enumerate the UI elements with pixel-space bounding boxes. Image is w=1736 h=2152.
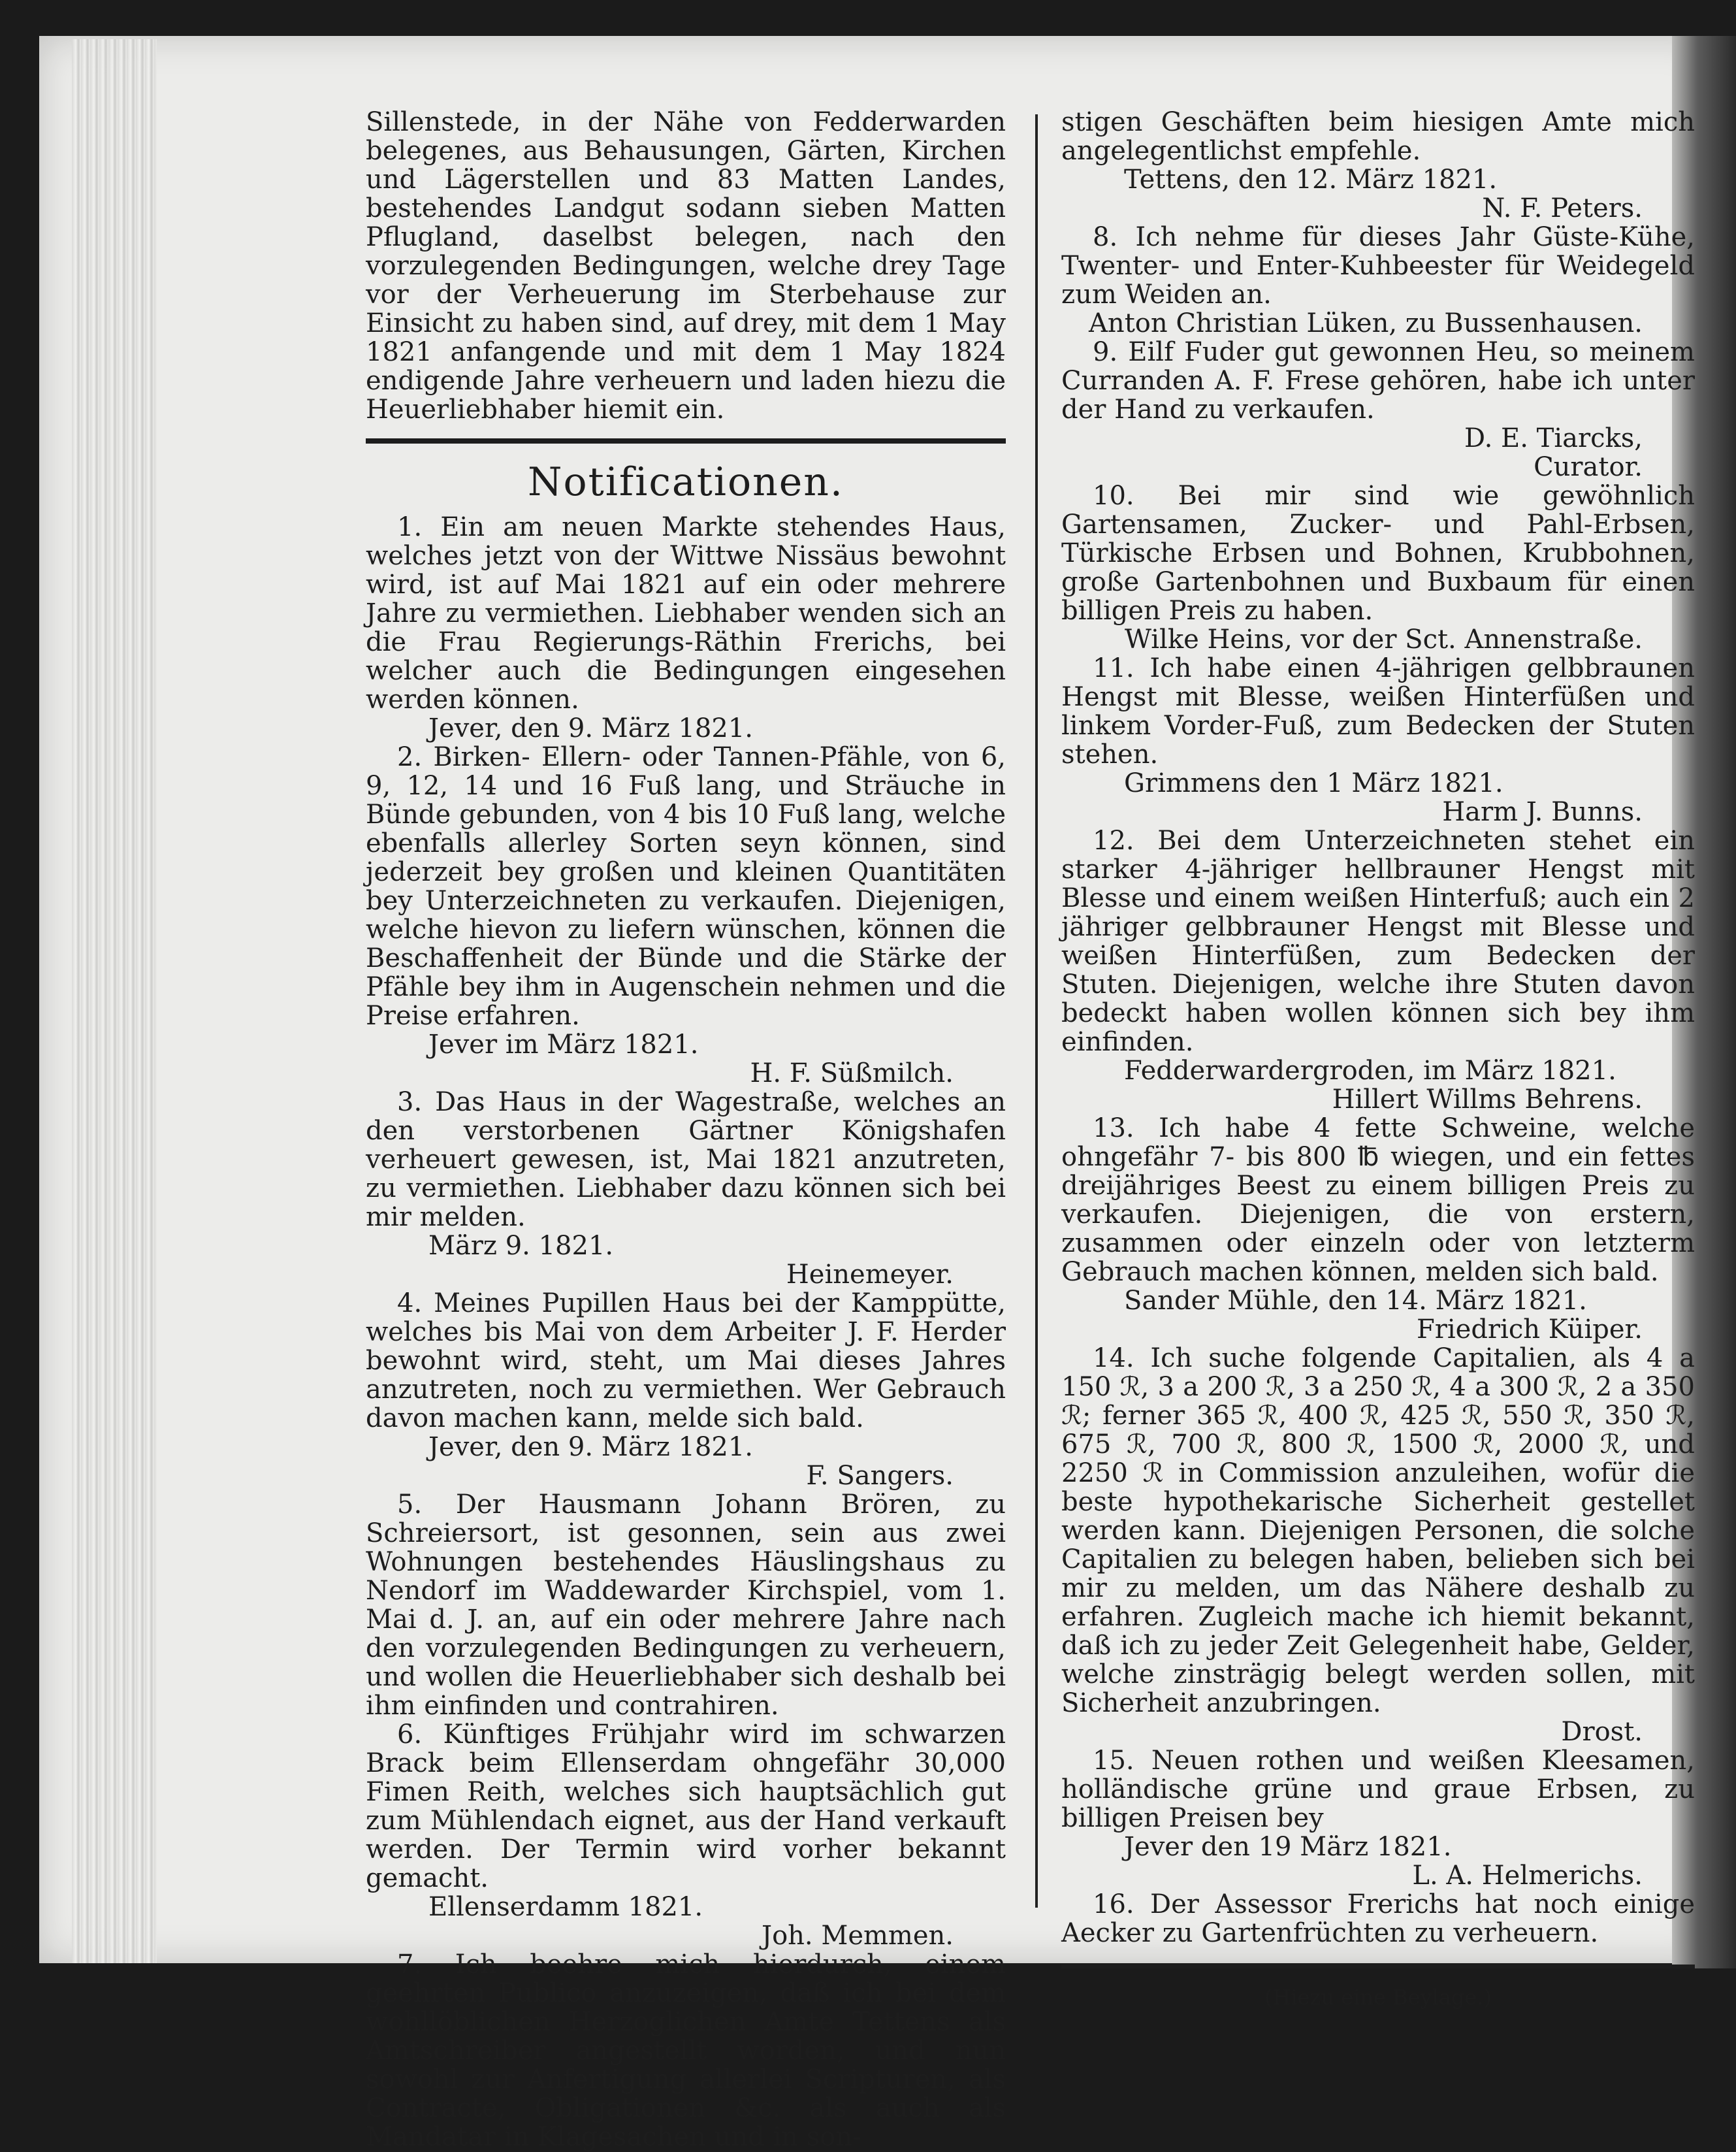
- notice-11-signature: Harm J. Bunns.: [1442, 797, 1643, 827]
- notice-3-place: März 9. 1821.: [428, 1231, 614, 1261]
- notice-11-place: Grimmens den 1 März 1821.: [1124, 768, 1503, 798]
- notice-1-place: Jever, den 9. März 1821.: [428, 713, 753, 743]
- notice-2: 2. Birken- Ellern- oder Tannen-Pfähle, von 6, 9, 12, 14 und 16 Fuß lang, und Sträuche in Bünde gebunden, von 4 bis 10 Fuß lang, welche ebenfalls allerley Sorten seyn können, sind jederzeit bey großen und kleinen Quantitäten bey Unterzeichneten zu verkaufen. Diejenigen, welche hievon zu liefern wünschen, können die Beschaffenheit der Bünde und die Stärke der Pfähle bey ihm in Augenschein nehmen und die Preise erfahren.: [366, 742, 1006, 1031]
- notice-4-place: Jever, den 9. März 1821.: [428, 1432, 753, 1462]
- notice-7-signature: N. F. Peters.: [1482, 193, 1643, 223]
- notice-4-signature: F. Sangers.: [806, 1461, 954, 1491]
- notice-14: 14. Ich suche folgende Capitalien, als 4 a 150 ℛ, 3 a 200 ℛ, 3 a 250 ℛ, 4 a 300 ℛ, 2 a 350 ℛ; ferner 365 ℛ, 400 ℛ, 425 ℛ, 550 ℛ, 350 ℛ, 675 ℛ, 700 ℛ, 800 ℛ, 1500 ℛ, 2000 ℛ, und 2250 ℛ in Commission anzuleihen, wofür die beste hypothekarische Sicherheit gestellet werden kann. Diejenigen Personen, die solche Capitalien zu belegen haben, belieben sich bei mir zu melden, um das Nähere deshalb zu erfahren. Zugleich mache ich hiemit bekannt, daß ich zu jeder Zeit Gelegenheit habe, Gelder, welche zinsträgig belegt werden sollen, mit Sicherheit anzubringen.: [1061, 1343, 1695, 1718]
- notice-4: 4. Meines Pupillen Haus bei der Kamppütte, welches bis Mai von dem Arbeiter J. F. Herder bewohnt wird, steht, um Mai dieses Jahres anzutreten, noch zu vermiethen. Wer Gebrauch davon machen kann, melde sich bald.: [366, 1288, 1006, 1433]
- notice-16: 16. Der Assessor Frerichs hat noch einige Aecker zu Gartenfrüchten zu verheuern.: [1061, 1889, 1695, 1948]
- notice-6-signature: Joh. Memmen.: [762, 1921, 954, 1951]
- column-divider: [1035, 114, 1038, 1908]
- notice-2-place: Jever im März 1821.: [428, 1030, 699, 1060]
- notice-11: 11. Ich habe einen 4-jährigen gelbbraunen Hengst mit Blesse, weißen Hinterfüßen und linkem Vorder-Fuß, zum Bedecken der Stuten stehen.: [1061, 653, 1695, 770]
- notice-12-signature: Hillert Willms Behrens.: [1332, 1084, 1643, 1115]
- right-column: [1061, 108, 1695, 2012]
- notice-8-signature: Anton Christian Lüken, zu Bussenhausen.: [1089, 308, 1643, 338]
- notice-7-place: Tettens, den 12. März 1821.: [1124, 165, 1498, 195]
- notice-13-place: Sander Mühle, den 14. März 1821.: [1124, 1286, 1587, 1316]
- notice-3: 3. Das Haus in der Wagestraße, welches an den verstorbenen Gärtner Königshafen verheuert gewesen, ist, Mai 1821 anzutreten, zu vermiethen. Liebhaber dazu können sich bei mir melden.: [366, 1087, 1006, 1232]
- notice-12: 12. Bei dem Unterzeichneten stehet ein starker 4-jähriger hellbrauner Hengst mit Blesse und einem weißen Hinterfuß; auch ein 2 jähriger gelbbrauner Hengst mit Blesse und weißen Hinterfüßen, zum Bedecken der Stuten. Diejenigen, welche ihre Stuten davon bedeckt haben wollen können sich bey ihm einfinden.: [1061, 826, 1695, 1057]
- notice-13-signature: Friedrich Küiper.: [1416, 1314, 1643, 1345]
- notice-10: 10. Bei mir sind wie gewöhnlich Gartensamen, Zucker- und Pahl-Erbsen, Türkische Erbsen und Bohnen, Krubbohnen, große Gartenbohnen und Buxbaum für einen billigen Preis zu haben.: [1061, 481, 1695, 626]
- notice-15-signature: L. A. Helmerichs.: [1412, 1861, 1643, 1891]
- notice-13: 13. Ich habe 4 fette Schweine, welche ohngefähr 7- bis 800 ℔ wiegen, und ein fettes dreijähriges Beest zu einem billigen Preis zu verkaufen. Diejenigen, die von erstern, zusammen oder einzeln oder von letzterm Gebrauch machen können, melden sich bald.: [1061, 1113, 1695, 1287]
- section-heading: Notificationen.: [528, 459, 844, 505]
- notice-7-continued: stigen Geschäften beim hiesigen Amte mich angelegentlichst empfehle.: [1061, 107, 1695, 166]
- notice-3-signature: Heinemeyer.: [786, 1260, 954, 1290]
- notice-6: 6. Künftiges Frühjahr wird im schwarzen Brack beim Ellenserdam ohngefähr 30,000 Fimen Reith, welches sich hauptsächlich gut zum Mühlendach eignet, aus der Hand verkauft werden. Der Termin wird vorher bekannt gemacht.: [366, 1720, 1006, 1893]
- notice-9-role: Curator.: [1534, 452, 1643, 482]
- left-column: [366, 108, 1006, 2151]
- supplement-note: (Hiezu eine Beylage.): [1264, 1985, 1492, 2010]
- notice-14-signature: Drost.: [1561, 1717, 1643, 1747]
- page-edge-stack: [72, 39, 157, 1963]
- notice-8: 8. Ich nehme für dieses Jahr Güste-Kühe, Twenter- und Enter-Kuhbeester für Weidegeld zum Weiden an.: [1061, 222, 1695, 310]
- notice-10-signature: Wilke Heins, vor der Sct. Annenstraße.: [1124, 625, 1643, 655]
- notice-12-place: Fedderwardergroden, im März 1821.: [1124, 1056, 1616, 1086]
- notice-2-signature: H. F. Süßmilch.: [750, 1058, 954, 1088]
- notice-1: 1. Ein am neuen Markte stehendes Haus, welches jetzt von der Wittwe Nissäus bewohnt wird, ist auf Mai 1821 auf ein oder mehrere Jahre zu vermiethen. Liebhaber wenden sich an die Frau Regierungs-Räthin Frerichs, bei welcher auch die Bedingungen eingesehen werden können.: [366, 512, 1006, 715]
- notice-9: 9. Eilf Fuder gut gewonnen Heu, so meinem Curranden A. F. Frese gehören, habe ich unter der Hand zu verkaufen.: [1061, 337, 1695, 425]
- notice-9-signature: D. E. Tiarcks,: [1464, 423, 1643, 453]
- continuation-text: Sillenstede, in der Nähe von Fedderwarden belegenes, aus Behausungen, Gärten, Kirchen und Lägerstellen und 83 Matten Landes, bestehendes Landgut sodann sieben Matten Pflugland, daselbst belegen, nach den vorzulegenden Bedingungen, welche drey Tage vor der Verheuerung im Sterbehause zur Einsicht zu haben sind, auf drey, mit dem 1 May 1821 anfangende und mit dem 1 May 1824 endigende Jahre verheuern und laden hiezu die Heuerliebhaber hiemit ein.: [366, 107, 1006, 425]
- notice-5: 5. Der Hausmann Johann Brören, zu Schreiersort, ist gesonnen, sein aus zwei Wohnungen bestehendes Häuslingshaus zu Nendorf im Waddewarder Kirchspiel, vom 1. Mai d. J. an, auf ein oder mehrere Jahre nach den vorzulegenden Bedingungen zu verheuern, und wollen die Heuerliebhaber sich deshalb bei ihm einfinden und contrahiren.: [366, 1490, 1006, 1721]
- notice-15-place: Jever den 19 März 1821.: [1124, 1832, 1452, 1862]
- notice-7: 7. Ich beehre mich hierdurch, einem geehrten Publico anzuzeigen, daß ich bei dem wohllöblichen Herzoglichen Amte Tettens als Amtschreiber angestellt worden, und nun sowohl zur Anfertigung allerlei Scripturen, als Contracte, Obligationen &c. als auch als Mandatar in Klagesachen und in son-: [366, 1949, 1006, 2152]
- section-rule: [366, 438, 1006, 444]
- notice-6-place: Ellenserdamm 1821.: [428, 1892, 703, 1922]
- closing-rule: [1061, 1965, 1695, 1968]
- notice-15: 15. Neuen rothen und weißen Kleesamen, holländische grüne und graue Erbsen, zu billigen Preisen bey: [1061, 1746, 1695, 1833]
